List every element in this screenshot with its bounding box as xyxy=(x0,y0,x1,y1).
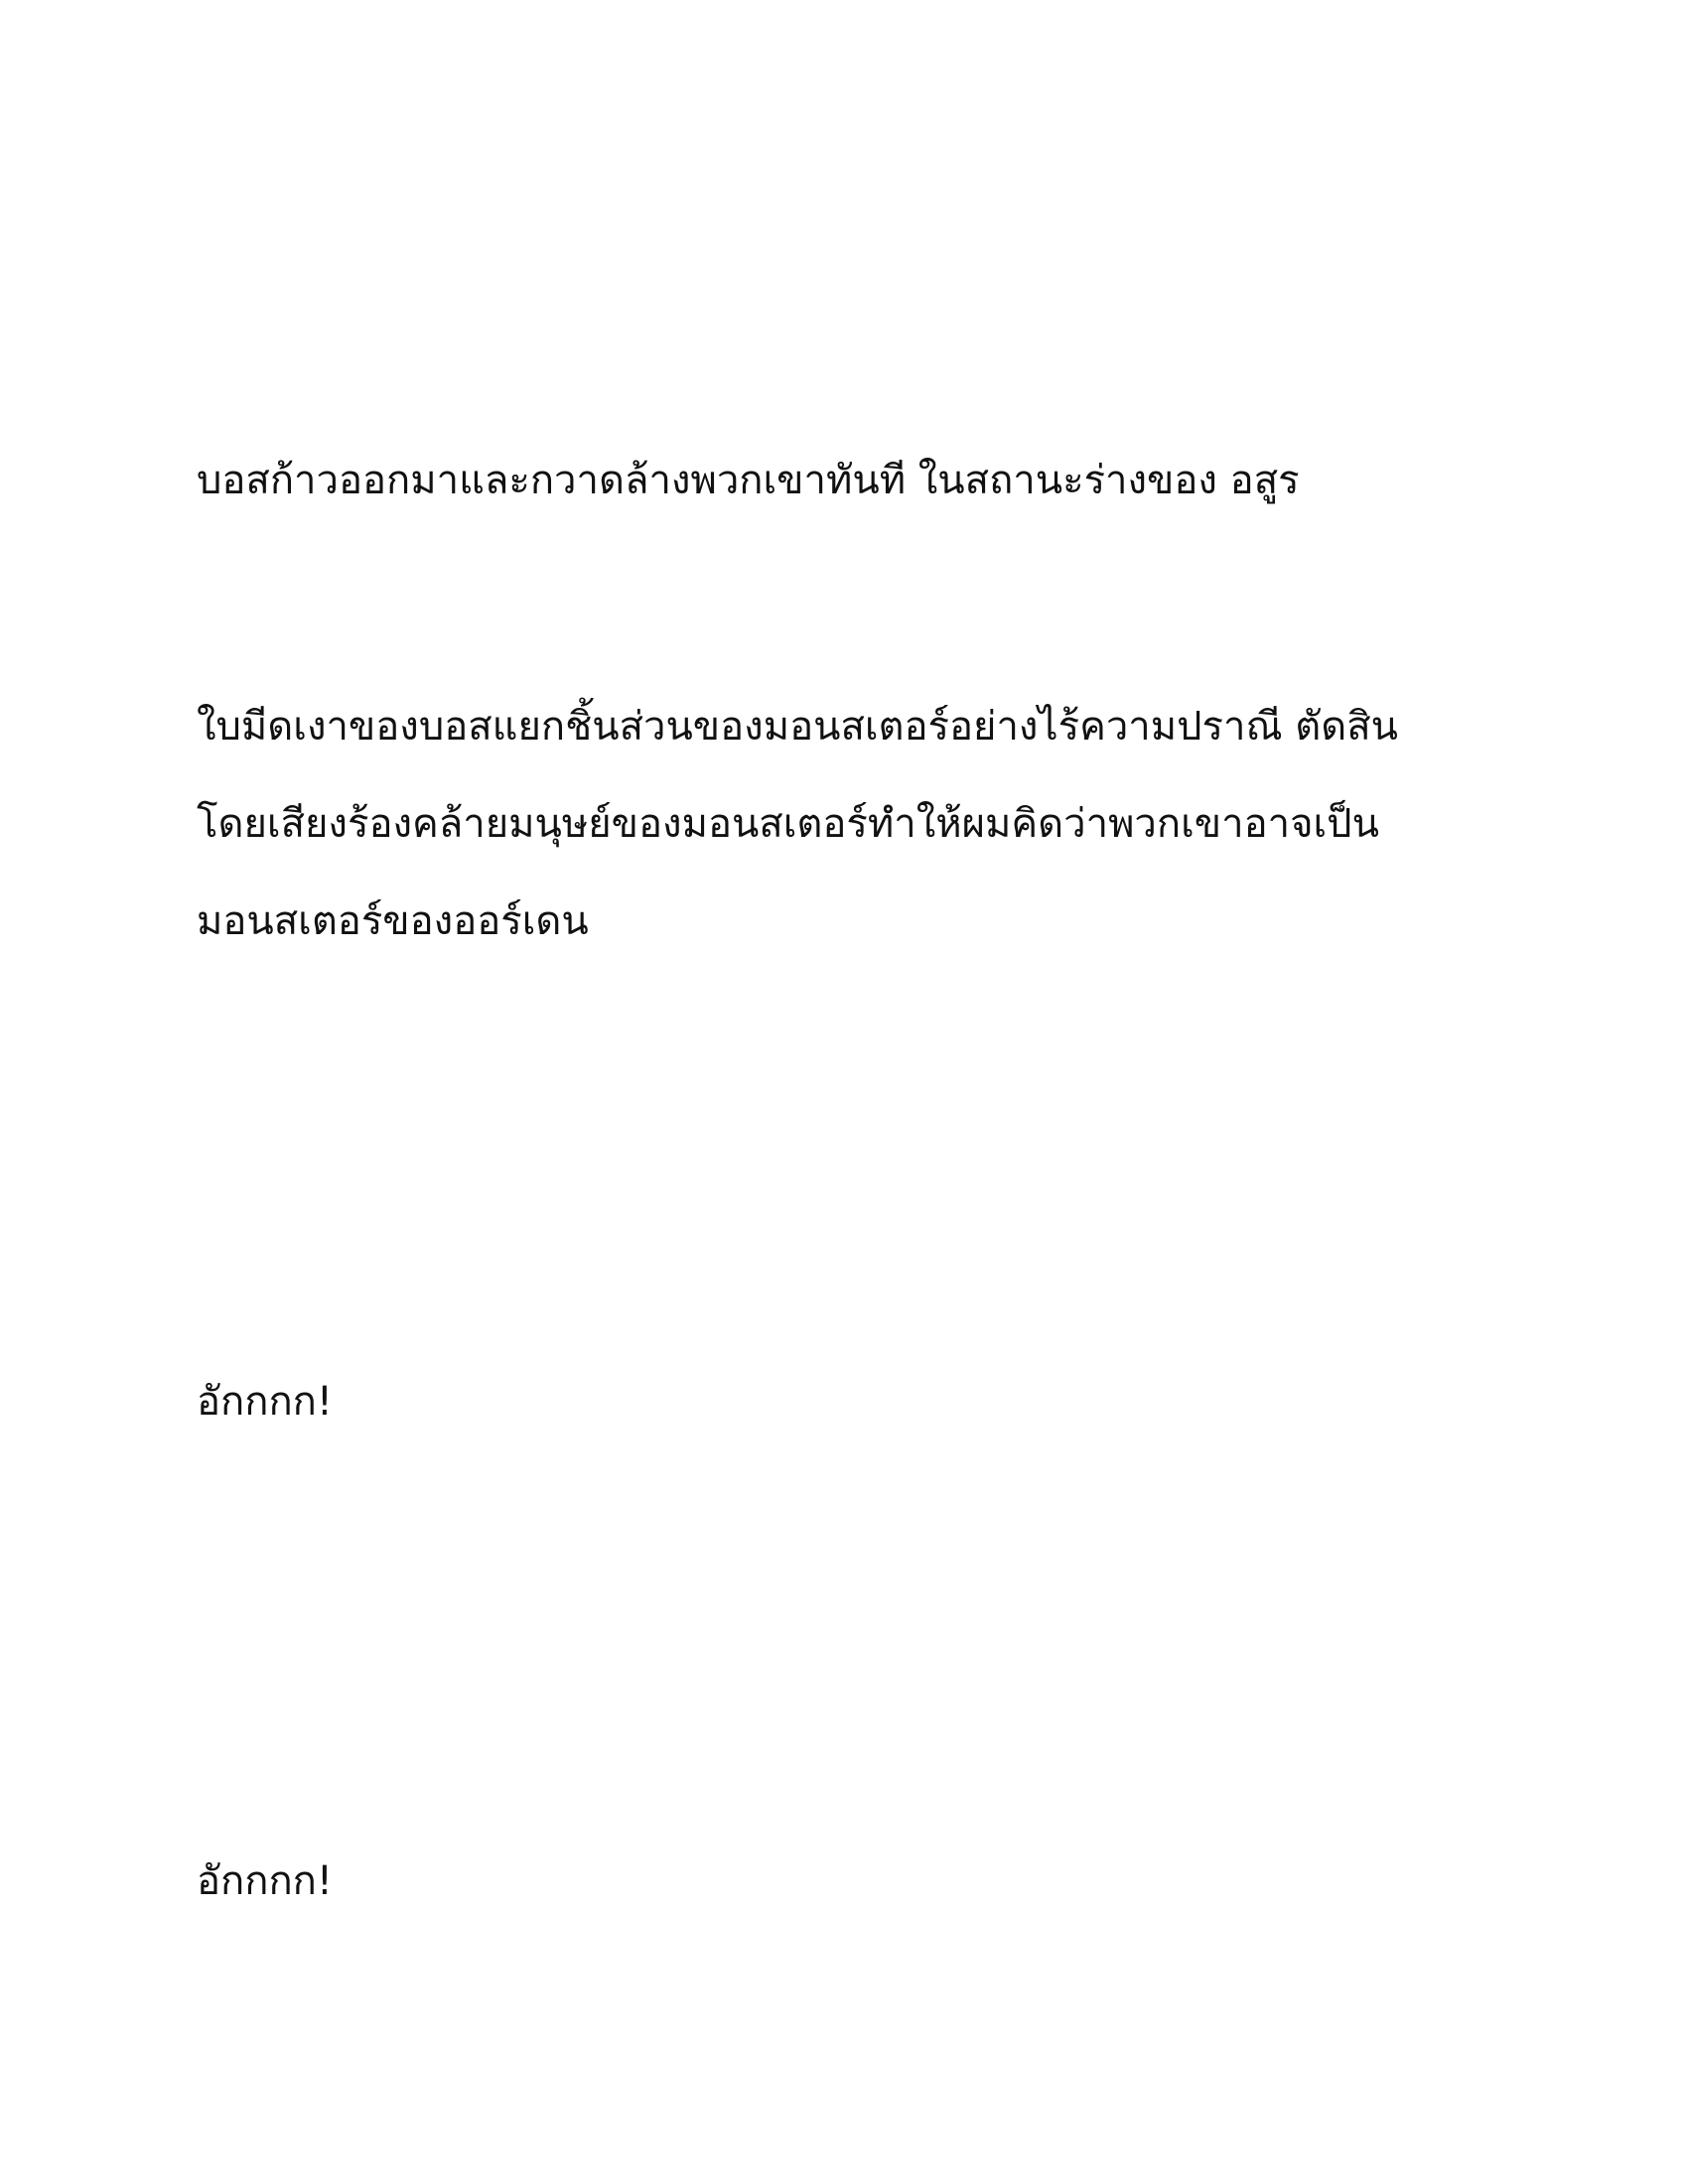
paragraph-shadow-blades-line-3: มอนสเตอร์ของออร์เดน xyxy=(197,898,589,944)
paragraph-shadow-blades-line-2: โดยเสียงร้องคล้ายมนุษย์ของมอนสเตอร์ทำให้ผมคิดว่าพวกเขาอาจเป็น xyxy=(197,801,1379,847)
paragraph-boss-steps-out: บอสก้าวออกมาและกวาดล้างพวกเขาทันที ในสถานะร่างของ อสูร xyxy=(197,458,1300,503)
paragraph-shadow-blades-line-1: ใบมีดเงาของบอสแยกชิ้นส่วนของมอนสเตอร์อย่างไร้ความปราณี ตัดสิน xyxy=(197,704,1398,750)
scream-text-1: อักกกก! xyxy=(197,1379,333,1425)
scream-text-2: อักกกก! xyxy=(197,1858,333,1904)
